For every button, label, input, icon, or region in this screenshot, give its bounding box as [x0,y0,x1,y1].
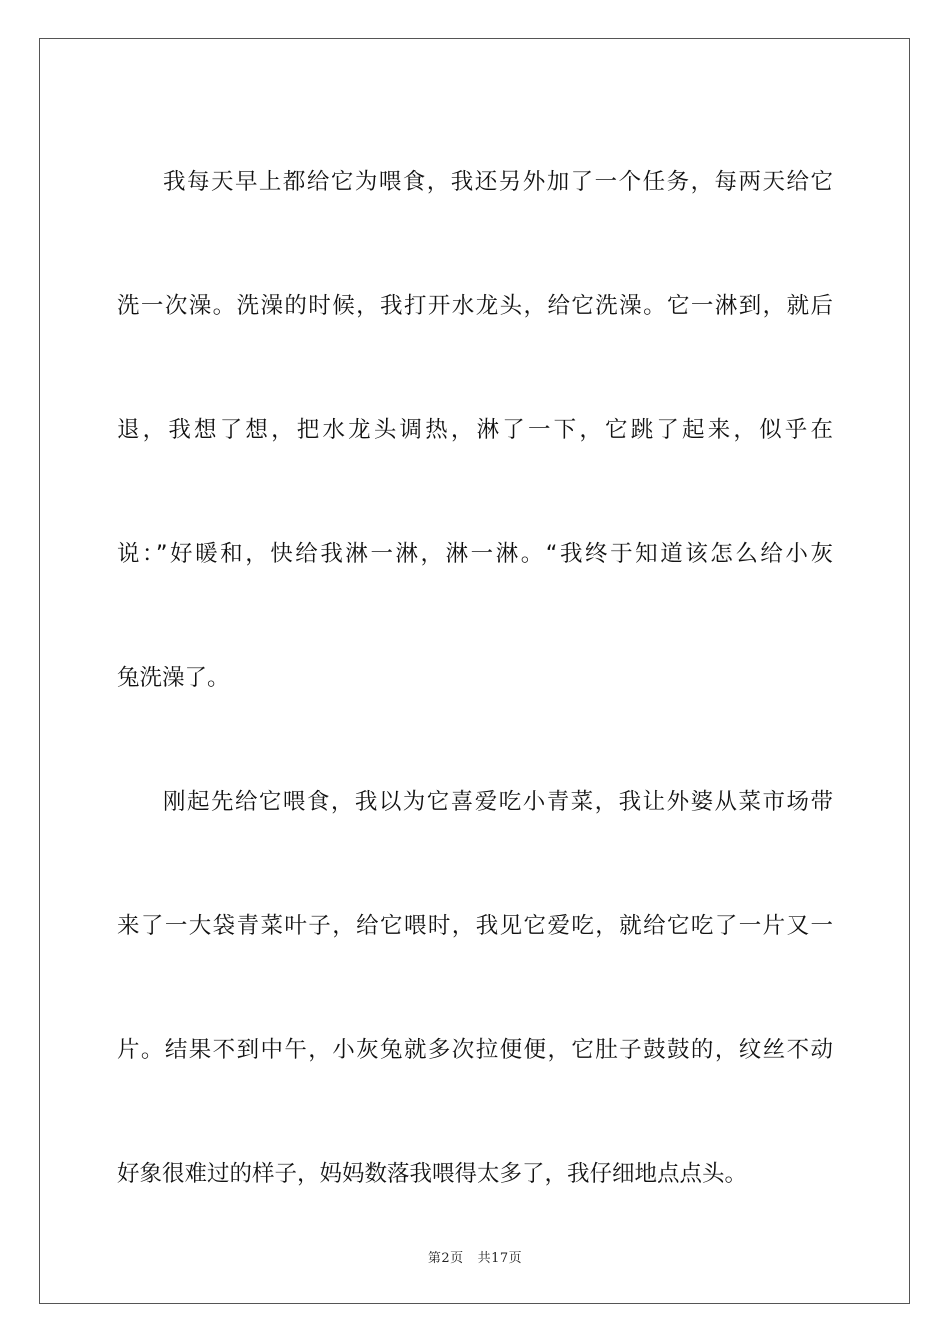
text-line: 洗一次澡。洗澡的时候，我打开水龙头，给它洗澡。它一淋到，就后 [117,293,833,319]
text-line: 说：”好暖和，快给我淋一淋，淋一淋。“我终于知道该怎么给小灰 [117,541,833,567]
text-line: 我每天早上都给它为喂食，我还另外加了一个任务，每两天给它 [163,169,833,195]
text-line: 来了一大袋青菜叶子，给它喂时，我见它爱吃，就给它吃了一片又一 [117,913,833,939]
text-line: 刚起先给它喂食，我以为它喜爱吃小青菜，我让外婆从菜市场带 [163,789,833,815]
text-line: 好象很难过的样子，妈妈数落我喂得太多了，我仔细地点点头。 [117,1161,748,1187]
page-total: 共17页 [477,1251,523,1266]
paragraph-1 [117,120,833,740]
page-footer [0,1247,950,1266]
text-line: 退，我想了想，把水龙头调热，淋了一下，它跳了起来，似乎在 [117,417,833,443]
paragraph-2 [117,740,833,1236]
text-line: 片。结果不到中午，小灰兔就多次拉便便，它肚子鼓鼓的，纹丝不动 [117,1037,833,1063]
body-text [117,120,833,1236]
page-number: 第2页 [427,1251,464,1266]
text-line: 兔洗澡了。 [117,665,230,691]
